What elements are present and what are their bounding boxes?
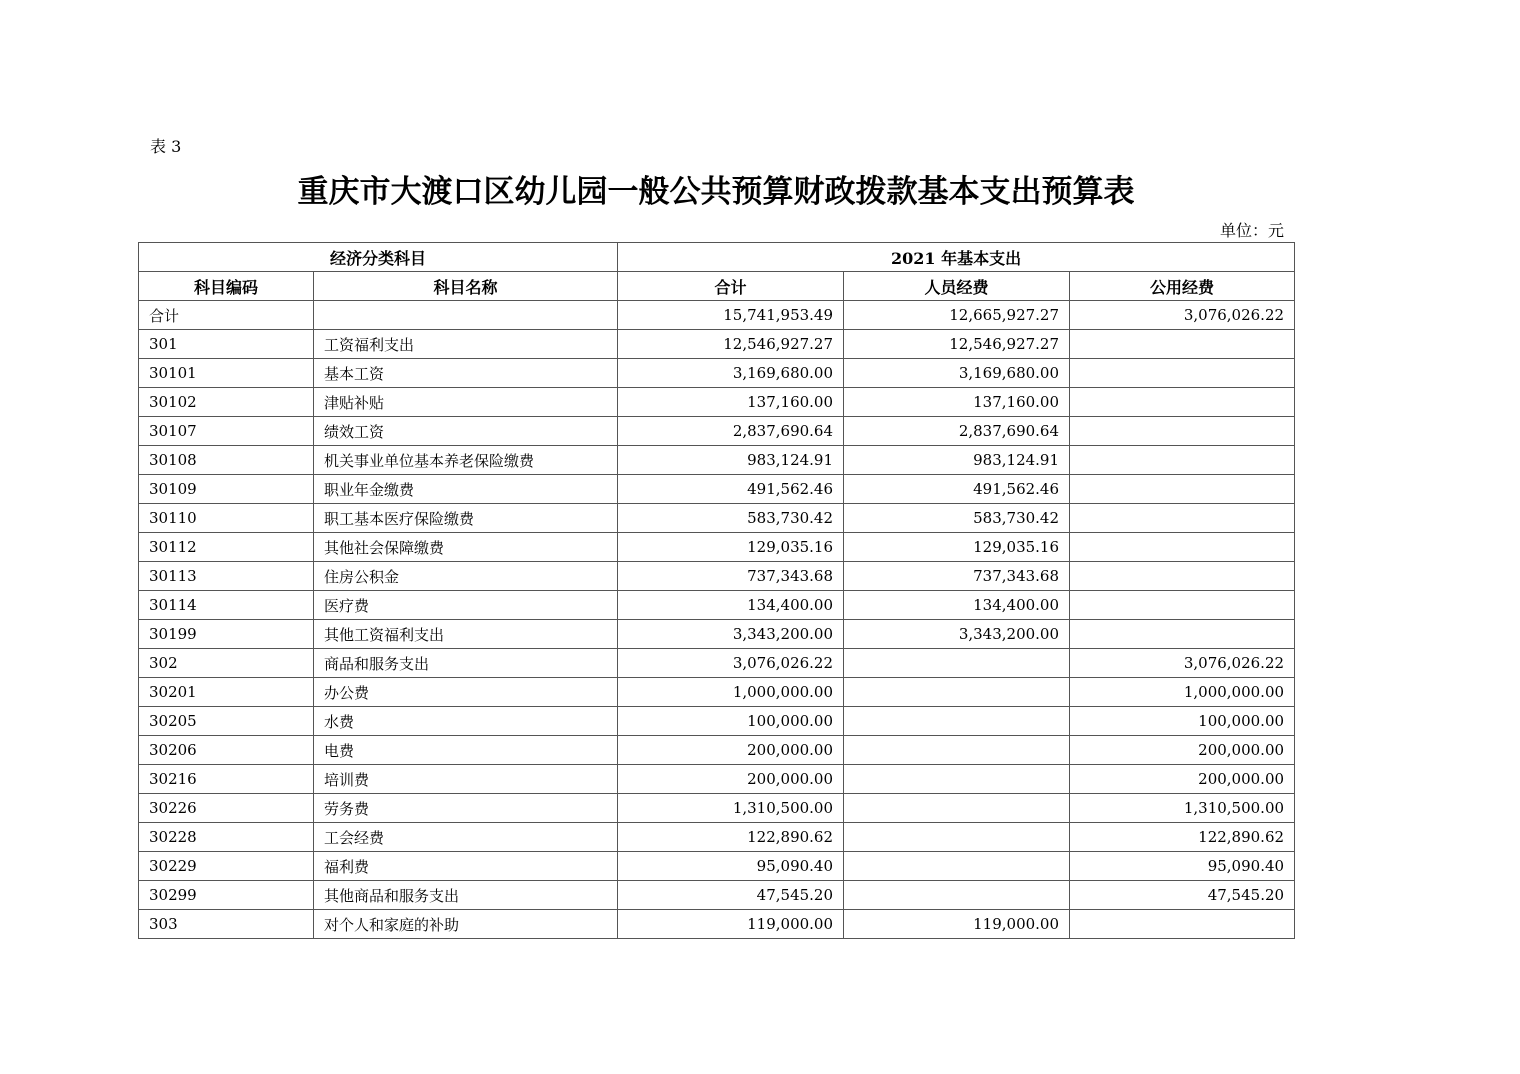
cell-total: 3,343,200.00 <box>618 620 844 649</box>
cell-name: 其他工资福利支出 <box>314 620 618 649</box>
cell-code: 30226 <box>139 794 314 823</box>
cell-public: 100,000.00 <box>1070 707 1295 736</box>
cell-total: 12,546,927.27 <box>618 330 844 359</box>
cell-personnel <box>844 736 1070 765</box>
cell-personnel <box>844 881 1070 910</box>
cell-personnel: 134,400.00 <box>844 591 1070 620</box>
cell-code: 30205 <box>139 707 314 736</box>
cell-public: 1,000,000.00 <box>1070 678 1295 707</box>
cell-total: 129,035.16 <box>618 533 844 562</box>
budget-table <box>138 242 1295 939</box>
cell-name: 住房公积金 <box>314 562 618 591</box>
cell-public: 95,090.40 <box>1070 852 1295 881</box>
table-row <box>139 359 1295 388</box>
cell-public: 200,000.00 <box>1070 736 1295 765</box>
cell-personnel: 983,124.91 <box>844 446 1070 475</box>
cell-public: 122,890.62 <box>1070 823 1295 852</box>
cell-code: 30299 <box>139 881 314 910</box>
cell-code: 30229 <box>139 852 314 881</box>
cell-code: 303 <box>139 910 314 939</box>
table-row <box>139 852 1295 881</box>
cell-name: 工资福利支出 <box>314 330 618 359</box>
cell-code: 30112 <box>139 533 314 562</box>
cell-personnel <box>844 794 1070 823</box>
cell-name: 其他商品和服务支出 <box>314 881 618 910</box>
cell-name: 办公费 <box>314 678 618 707</box>
cell-personnel: 119,000.00 <box>844 910 1070 939</box>
cell-code: 30113 <box>139 562 314 591</box>
cell-public <box>1070 388 1295 417</box>
table-row <box>139 736 1295 765</box>
cell-name: 工会经费 <box>314 823 618 852</box>
cell-personnel <box>844 707 1070 736</box>
group-header-row <box>139 243 1295 272</box>
table-row <box>139 823 1295 852</box>
cell-code: 30228 <box>139 823 314 852</box>
column-header-personnel: 人员经费 <box>844 272 1070 301</box>
cell-personnel: 737,343.68 <box>844 562 1070 591</box>
cell-name: 对个人和家庭的补助 <box>314 910 618 939</box>
group-header-basic-expenditure: 2021 年基本支出 <box>618 243 1295 272</box>
cell-personnel: 2,837,690.64 <box>844 417 1070 446</box>
table-row <box>139 591 1295 620</box>
cell-total: 583,730.42 <box>618 504 844 533</box>
column-header-row <box>139 272 1295 301</box>
cell-public <box>1070 330 1295 359</box>
table-row <box>139 765 1295 794</box>
table-row <box>139 417 1295 446</box>
table-row <box>139 707 1295 736</box>
cell-total: 15,741,953.49 <box>618 301 844 330</box>
group-header-economic-category: 经济分类科目 <box>139 243 618 272</box>
cell-public <box>1070 620 1295 649</box>
table-row <box>139 504 1295 533</box>
cell-code: 30107 <box>139 417 314 446</box>
table-row <box>139 533 1295 562</box>
cell-code: 30101 <box>139 359 314 388</box>
cell-name: 机关事业单位基本养老保险缴费 <box>314 446 618 475</box>
cell-public <box>1070 533 1295 562</box>
cell-code: 30109 <box>139 475 314 504</box>
cell-personnel: 583,730.42 <box>844 504 1070 533</box>
cell-personnel: 12,665,927.27 <box>844 301 1070 330</box>
cell-code: 30114 <box>139 591 314 620</box>
table-row <box>139 910 1295 939</box>
cell-code: 30199 <box>139 620 314 649</box>
table-row <box>139 794 1295 823</box>
cell-name: 职业年金缴费 <box>314 475 618 504</box>
cell-public <box>1070 359 1295 388</box>
cell-code: 302 <box>139 649 314 678</box>
table-row <box>139 388 1295 417</box>
cell-code: 30110 <box>139 504 314 533</box>
table-row <box>139 446 1295 475</box>
unit-label: 单位：元 <box>1219 221 1284 240</box>
cell-code: 30108 <box>139 446 314 475</box>
cell-name: 福利费 <box>314 852 618 881</box>
cell-name: 医疗费 <box>314 591 618 620</box>
column-header-total: 合计 <box>618 272 844 301</box>
cell-code: 301 <box>139 330 314 359</box>
column-header-name: 科目名称 <box>314 272 618 301</box>
cell-name: 商品和服务支出 <box>314 649 618 678</box>
cell-public <box>1070 504 1295 533</box>
cell-name: 电费 <box>314 736 618 765</box>
cell-total: 134,400.00 <box>618 591 844 620</box>
cell-public: 3,076,026.22 <box>1070 301 1295 330</box>
cell-name: 水费 <box>314 707 618 736</box>
table-row <box>139 475 1295 504</box>
cell-public <box>1070 475 1295 504</box>
table-number-label: 表 3 <box>150 137 182 156</box>
page-title: 重庆市大渡口区幼儿园一般公共预算财政拨款基本支出预算表 <box>297 174 1135 210</box>
cell-personnel <box>844 823 1070 852</box>
table-row <box>139 678 1295 707</box>
cell-public: 1,310,500.00 <box>1070 794 1295 823</box>
cell-personnel <box>844 678 1070 707</box>
cell-name: 津贴补贴 <box>314 388 618 417</box>
cell-total: 100,000.00 <box>618 707 844 736</box>
cell-code: 30206 <box>139 736 314 765</box>
cell-total: 1,000,000.00 <box>618 678 844 707</box>
cell-total: 1,310,500.00 <box>618 794 844 823</box>
cell-public <box>1070 591 1295 620</box>
cell-name: 职工基本医疗保险缴费 <box>314 504 618 533</box>
cell-public: 3,076,026.22 <box>1070 649 1295 678</box>
cell-code: 30201 <box>139 678 314 707</box>
cell-total: 491,562.46 <box>618 475 844 504</box>
cell-name <box>314 301 618 330</box>
cell-personnel: 3,169,680.00 <box>844 359 1070 388</box>
cell-personnel <box>844 649 1070 678</box>
cell-total: 95,090.40 <box>618 852 844 881</box>
table-row <box>139 562 1295 591</box>
cell-total: 2,837,690.64 <box>618 417 844 446</box>
cell-total: 737,343.68 <box>618 562 844 591</box>
cell-total: 3,169,680.00 <box>618 359 844 388</box>
cell-public: 200,000.00 <box>1070 765 1295 794</box>
cell-code: 30216 <box>139 765 314 794</box>
table-row <box>139 301 1295 330</box>
table-row <box>139 649 1295 678</box>
cell-total: 122,890.62 <box>618 823 844 852</box>
cell-personnel: 129,035.16 <box>844 533 1070 562</box>
cell-total: 119,000.00 <box>618 910 844 939</box>
cell-total: 3,076,026.22 <box>618 649 844 678</box>
cell-total: 47,545.20 <box>618 881 844 910</box>
column-header-code: 科目编码 <box>139 272 314 301</box>
cell-public <box>1070 446 1295 475</box>
table-row <box>139 330 1295 359</box>
cell-personnel <box>844 765 1070 794</box>
cell-total: 200,000.00 <box>618 736 844 765</box>
table-row <box>139 620 1295 649</box>
cell-code: 合计 <box>139 301 314 330</box>
budget-table-body <box>139 301 1295 939</box>
column-header-public: 公用经费 <box>1070 272 1295 301</box>
cell-public <box>1070 910 1295 939</box>
cell-public <box>1070 417 1295 446</box>
cell-code: 30102 <box>139 388 314 417</box>
cell-total: 137,160.00 <box>618 388 844 417</box>
cell-public <box>1070 562 1295 591</box>
cell-name: 其他社会保障缴费 <box>314 533 618 562</box>
cell-name: 基本工资 <box>314 359 618 388</box>
table-row <box>139 881 1295 910</box>
cell-personnel: 491,562.46 <box>844 475 1070 504</box>
cell-name: 劳务费 <box>314 794 618 823</box>
cell-total: 200,000.00 <box>618 765 844 794</box>
cell-name: 绩效工资 <box>314 417 618 446</box>
cell-total: 983,124.91 <box>618 446 844 475</box>
cell-personnel: 137,160.00 <box>844 388 1070 417</box>
cell-personnel <box>844 852 1070 881</box>
cell-personnel: 12,546,927.27 <box>844 330 1070 359</box>
cell-public: 47,545.20 <box>1070 881 1295 910</box>
cell-personnel: 3,343,200.00 <box>844 620 1070 649</box>
cell-name: 培训费 <box>314 765 618 794</box>
